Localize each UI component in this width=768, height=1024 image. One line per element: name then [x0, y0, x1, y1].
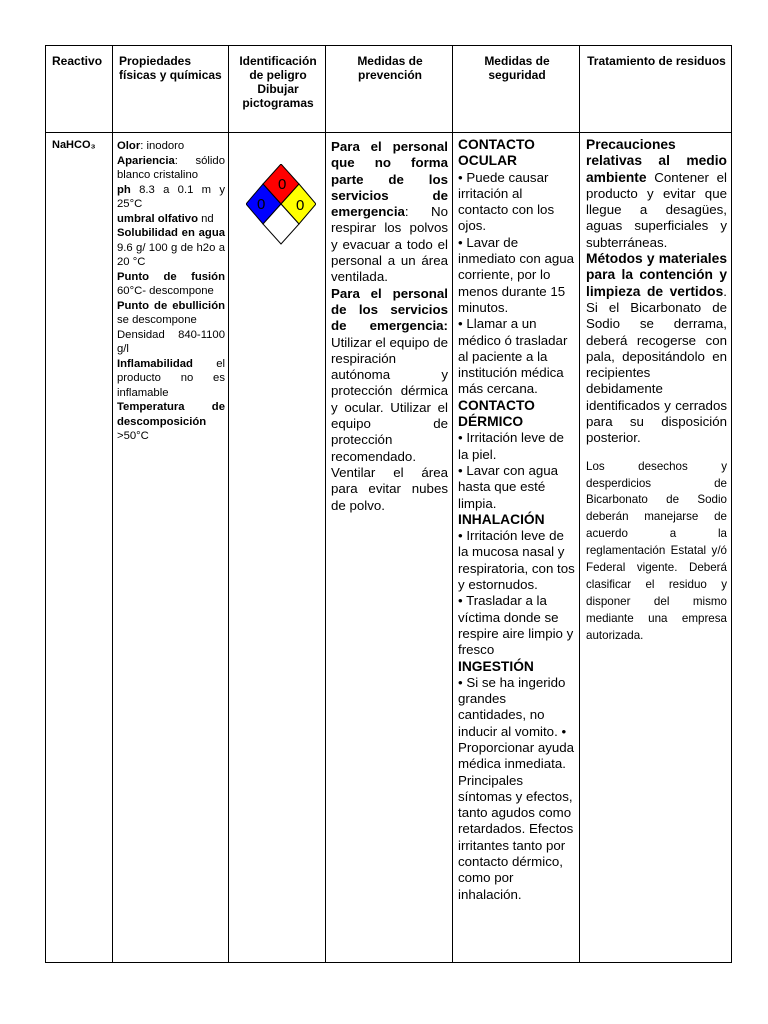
- fusion-value: 60°C- descompone: [117, 285, 214, 297]
- temperatura-value: >50°C: [117, 430, 149, 442]
- apariencia-value: : sólido blanco cristalino: [117, 154, 225, 181]
- prevencion-p2-text: Utilizar el equipo de respiración autónoma y protección dérmica y ocular. Utilizar el equipo de protección recomendado. Ventilar el área para evitar nubes de polvo.: [331, 334, 448, 513]
- seguridad-cell: [453, 133, 580, 963]
- ebullicion-label: Punto de ebullición: [117, 299, 225, 312]
- nfpa-reactivity-number: 0: [296, 197, 305, 214]
- reactivo-cell: NaHCO₃: [46, 133, 113, 963]
- inflamabilidad-label: Inflamabilidad: [117, 357, 193, 370]
- inhalacion-title: INHALACIÓN: [458, 511, 545, 527]
- nfpa-flammability-number: 0: [257, 196, 266, 213]
- precauciones-label: Precauciones relativas al medio ambiente: [586, 137, 727, 185]
- ebullicion-value: se descompone: [117, 314, 197, 326]
- prevencion-cell: [326, 133, 453, 963]
- olor-label: Olor: [117, 140, 141, 152]
- apariencia-label: Apariencia: [117, 154, 175, 167]
- densidad-text: Densidad 840-1100 g/l: [117, 328, 225, 355]
- header-residuos: Tratamiento de residuos: [580, 46, 732, 133]
- umbral-value: nd: [197, 212, 214, 225]
- header-prevencion: Medidas de prevención: [326, 46, 453, 133]
- header-reactivo: Reactivo: [46, 46, 113, 133]
- ingestion-title: INGESTIÓN: [458, 658, 534, 674]
- prevencion-p1-label: Para el personal que no forma parte de los servicios de emergencia: [331, 139, 448, 220]
- ph-value: 8.3 a 0.1 m y 25°C: [117, 183, 225, 210]
- dermico-item: • Lavar con agua hasta que esté limpia.: [458, 462, 559, 511]
- ingestion-item: • Si se ha ingerido grandes cantidades, no inducir al vomito. • Proporcionar ayuda médica inmediata. Principales síntomas y efectos, tanto agudos como retardados. Efectos irritantes tanto por contacto dérmico, como por inhalación.: [458, 674, 575, 902]
- fusion-label: Punto de fusión: [117, 270, 225, 283]
- header-propiedades: Propiedades físicas y químicas: [113, 46, 229, 133]
- prevencion-p2-label: Para el personal de los servicios de emergencia:: [331, 285, 448, 334]
- umbral-label: umbral olfativo: [117, 212, 198, 225]
- ocular-item: • Lavar de inmediato con agua corriente, por lo menos durante 15 minutos.: [458, 234, 575, 315]
- solubilidad-label: Solubilidad en agua: [117, 227, 225, 239]
- safety-data-table: [45, 45, 732, 963]
- inhalacion-item: • Trasladar a la víctima donde se respire aire limpio y fresco: [458, 593, 574, 658]
- inflamabilidad-value: el producto no es inflamable: [117, 357, 225, 399]
- metodos-text: . Si el Bicarbonato de Sodio se derrama, deberá recogerse con pala, depositándolo en recipientes debidamente identificados y cerrados para su disposición posterior.: [586, 283, 727, 446]
- header-seguridad: Medidas de seguridad: [453, 46, 580, 133]
- precauciones-paragraph: [586, 137, 727, 251]
- header-row: [46, 46, 732, 133]
- prevencion-p1-text: : No respirar los polvos y evacuar a todo el personal a un área ventilada.: [331, 204, 448, 285]
- header-identificacion: Identificación de peligro Dibujar pictogramas: [229, 46, 326, 133]
- metodos-label: Métodos y materiales para la contención y limpieza de vertidos: [586, 251, 727, 299]
- olor-value: : inodoro: [140, 140, 185, 152]
- propiedades-cell: [113, 133, 229, 963]
- nfpa-health-number: 0: [278, 176, 287, 193]
- ocular-title: CONTACTO OCULAR: [458, 137, 535, 169]
- metodos-paragraph: [586, 251, 727, 447]
- ocular-item: • Puede causar irritación al contacto con los ojos.: [458, 169, 555, 234]
- nfpa-diamond-icon: [246, 164, 316, 246]
- solubilidad-value: 9.6 g/ 100 g de h2o a 20 °C: [117, 241, 225, 268]
- inhalacion-item: • Irritación leve de la mucosa nasal y respiratoria, con tos y estornudos.: [458, 528, 575, 593]
- table-row: [46, 133, 732, 963]
- ocular-item: • Llamar a un médico ó trasladar al paciente a la institución médica más cercana.: [458, 316, 568, 397]
- disposal-note: Los desechos y desperdicios de Bicarbonato de Sodio deberán manejarse de acuerdo a la reglamentación Estatal y/ó Federal vigente. Deberá clasificar el residuo y disponer del mismo mediante una empresa autorizada.: [586, 459, 727, 642]
- dermico-title: CONTACTO DÉRMICO: [458, 397, 535, 430]
- precauciones-text: Contener el producto y evitar que llegue a desagües, aguas superficiales y subterráneas.: [586, 169, 727, 250]
- temperatura-label: Temperatura de descomposición: [117, 401, 225, 428]
- ph-label: ph: [117, 183, 131, 196]
- residuos-cell: [580, 133, 732, 963]
- identificacion-cell: [229, 133, 326, 963]
- dermico-item: • Irritación leve de la piel.: [458, 430, 564, 462]
